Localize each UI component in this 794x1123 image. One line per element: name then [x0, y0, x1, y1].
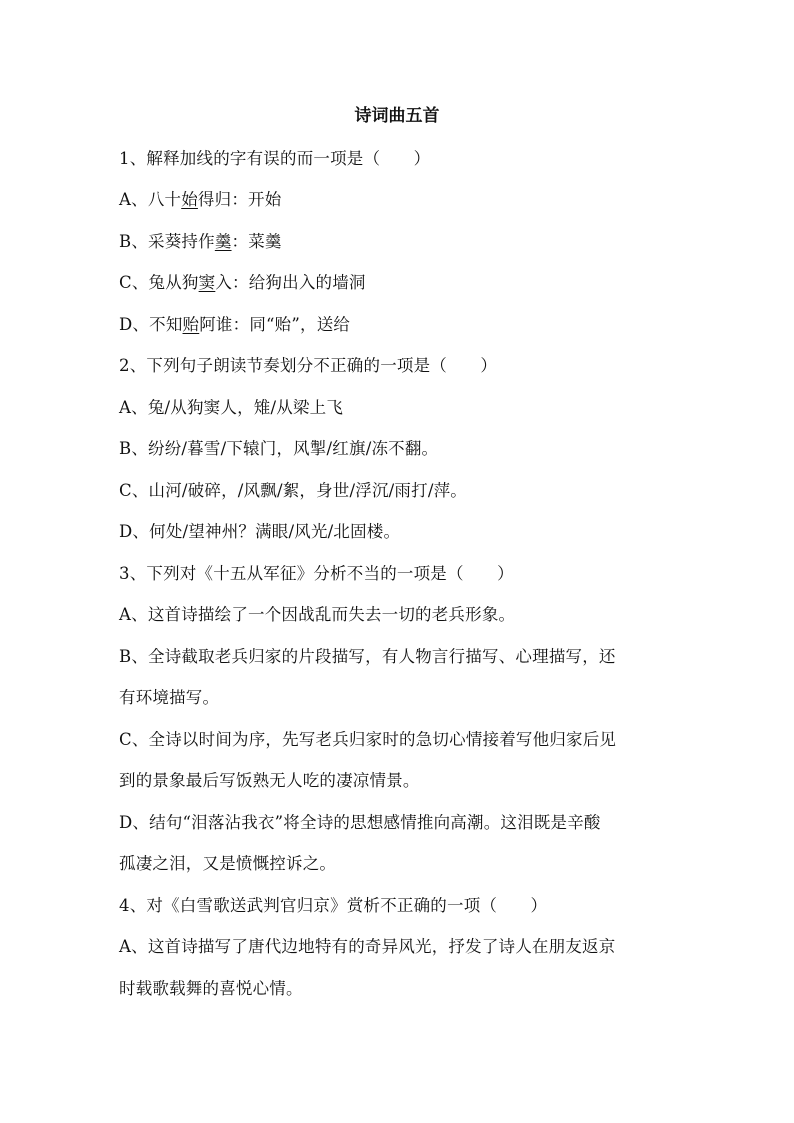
q3-option-d-line2: 孤凄之泪，又是愤慨控诉之。 [119, 854, 337, 873]
q1-option-d [119, 311, 679, 339]
q1-stem: 1、解释加线的字有误的而一项是（ ） [119, 149, 431, 168]
q4-option-a-line2: 时载歌载舞的喜悦心情。 [119, 979, 303, 998]
q1-d-prefix: D、不知 [119, 315, 183, 334]
q3-option-d-line1: D、结句“泪落沾我衣”将全诗的思想感情推向高潮。这泪既是辛酸 [119, 813, 601, 832]
q1-c-underlined: 窦 [198, 273, 216, 292]
q1-option-c [119, 269, 679, 297]
q2-stem: 2、下列句子朗读节奏划分不正确的一项是（ ） [119, 356, 498, 375]
page-title: 诗词曲五首 [354, 106, 440, 126]
q3-option-c-line2: 到的景象最后写饭熟无人吃的凄凉情景。 [119, 771, 420, 790]
q1-b-prefix: B、采葵持作 [119, 232, 215, 251]
q2-option-a: A、兔/从狗窦人，雉/从梁上飞 [119, 398, 344, 417]
q1-c-prefix: C、兔从狗 [119, 273, 199, 292]
q2-option-b: B、纷纷/暮雪/下辕门，风掣/红旗/冻不翻。 [119, 439, 439, 458]
q1-d-suffix: 阿谁：同“贻”，送给 [199, 315, 351, 334]
q2-option-d: D、何处/望神州？满眼/风光/北固楼。 [119, 522, 401, 541]
q3-option-b-line2: 有环境描写。 [119, 688, 220, 707]
q2-option-c: C、山河/破碎，/风飘/絮，身世/浮沉/雨打/萍。 [119, 481, 467, 500]
q3-option-b-line1: B、全诗截取老兵归家的片段描写，有人物言行描写、心理描写，还 [119, 647, 616, 666]
q1-b-suffix: ：菜羹 [231, 232, 282, 251]
q1-a-prefix: A、八十 [119, 190, 182, 209]
q3-option-a: A、这首诗描绘了一个因战乱而失去一切的老兵形象。 [119, 605, 516, 624]
q3-stem: 3、下列对《十五从军征》分析不当的一项是（ ） [119, 564, 514, 583]
q1-option-b [119, 228, 679, 256]
q4-option-a-line1: A、这首诗描写了唐代边地特有的奇异风光，抒发了诗人在朋友返京 [119, 937, 616, 956]
q4-stem: 4、对《白雪歌送武判官归京》赏析不正确的一项（ ） [119, 896, 548, 915]
q1-option-a [119, 186, 679, 214]
q3-option-c-line1: C、全诗以时间为序，先写老兵归家时的急切心情接着写他归家后见 [119, 730, 617, 749]
q1-a-underlined: 始 [181, 190, 198, 209]
q1-b-underlined: 羹 [214, 232, 232, 251]
q1-d-underlined: 贻 [182, 315, 200, 334]
q1-c-suffix: 入：给狗出入的墙洞 [215, 273, 366, 292]
q1-a-suffix: 得归：开始 [197, 190, 282, 209]
